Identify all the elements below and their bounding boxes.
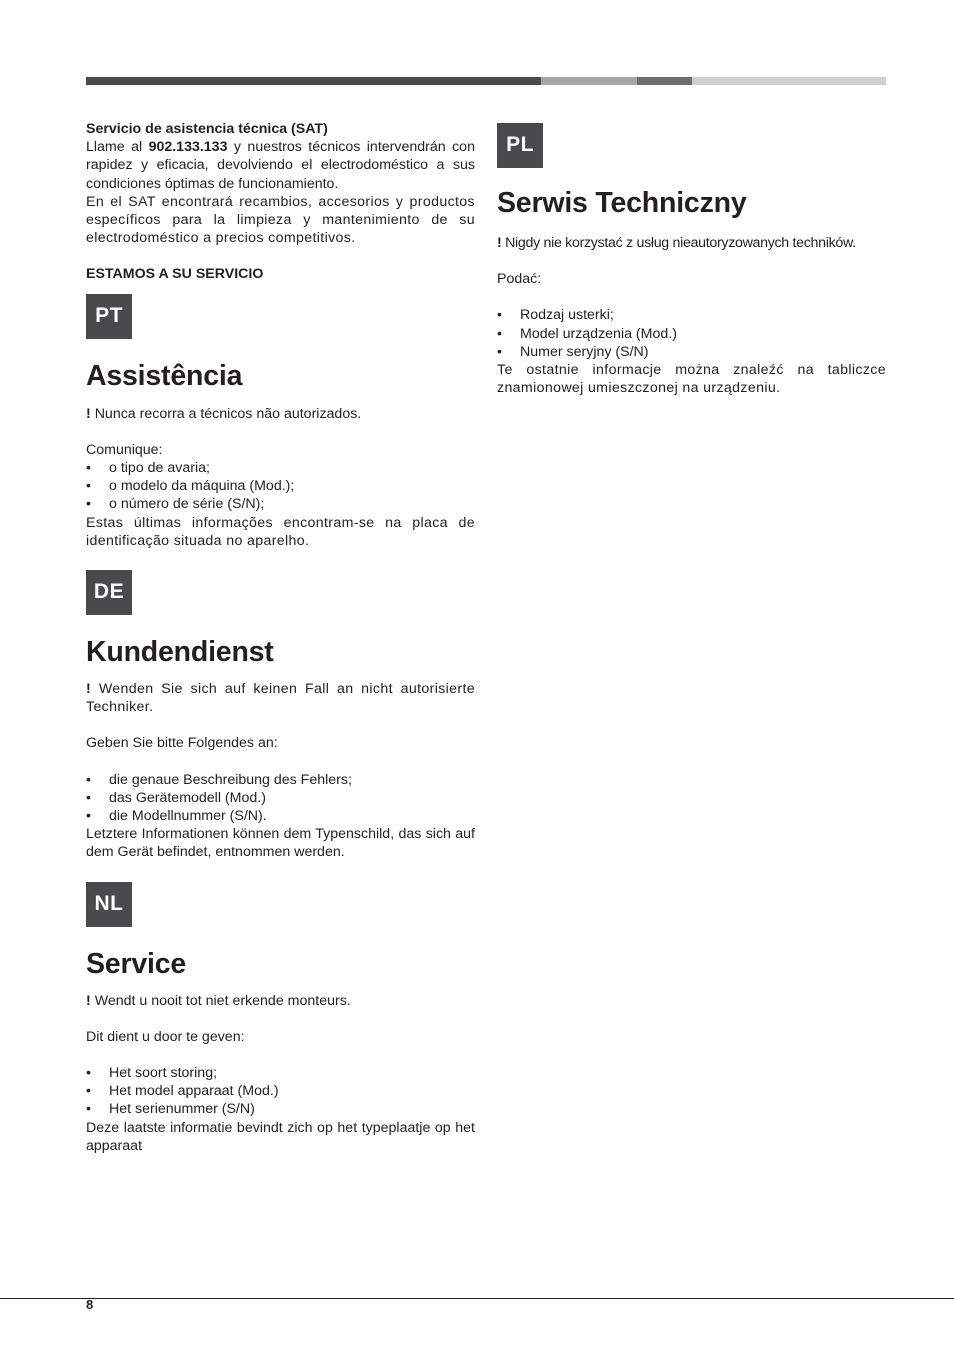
header-bar-segment xyxy=(86,77,541,85)
warning-icon: ! xyxy=(86,405,91,422)
section-pt xyxy=(86,294,475,550)
de-note: Letztere Informationen können dem Typenschild, das sich auf dem Gerät befindet, entnommen werden. xyxy=(86,826,475,861)
language-badge-de: DE xyxy=(86,570,132,615)
pl-note: Te ostatnie informacje można znaleźć na tabliczce znamionowej umieszczonej na urządzeniu. xyxy=(497,362,886,397)
section-nl xyxy=(86,882,475,1155)
page-number: 8 xyxy=(86,1297,94,1312)
list-item: • Rodzaj usterki; xyxy=(497,306,886,324)
de-warning xyxy=(86,680,475,716)
footer-rule xyxy=(0,1298,954,1299)
header-bar-segment xyxy=(637,77,692,85)
es-call-text: y nuestros técnicos intervendrán con rapidez y eficacia, devolviendo el electrodoméstico a sus condiciones óptimas de funcionamiento. xyxy=(86,139,475,192)
de-title: Kundendienst xyxy=(86,636,274,669)
list-item: • die Modellnummer (S/N). xyxy=(86,807,475,825)
list-item: • Model urządzenia (Mod.) xyxy=(497,325,886,343)
list-item: • o tipo de avaria; xyxy=(86,459,475,477)
pl-warning xyxy=(497,234,886,252)
warning-icon: ! xyxy=(86,681,92,698)
nl-list xyxy=(86,1064,475,1119)
pt-note: Estas últimas informações encontram-se na placa de identificação situada no aparelho. xyxy=(86,514,475,549)
es-call-prefix: Llame al xyxy=(86,139,143,156)
es-phone-number: 902.133.133 xyxy=(148,139,228,156)
right-column xyxy=(497,123,886,397)
es-closing: ESTAMOS A SU SERVICIO xyxy=(86,266,264,283)
de-list xyxy=(86,771,475,826)
pl-intro: Podać: xyxy=(497,271,542,288)
language-badge-nl: NL xyxy=(86,882,132,927)
list-item: • Het soort storing; xyxy=(86,1064,475,1082)
de-warning-text: Wenden Sie sich auf keinen Fall an nicht autorisierte Techniker. xyxy=(86,681,475,716)
nl-warning-text: Wendt u nooit tot niet erkende monteurs. xyxy=(94,992,351,1009)
de-intro: Geben Sie bitte Folgendes an: xyxy=(86,735,278,752)
section-de xyxy=(86,570,475,862)
pt-warning-text: Nunca recorra a técnicos não autorizados. xyxy=(94,405,362,422)
section-es xyxy=(86,120,475,284)
list-item: • Numer seryjny (S/N) xyxy=(497,343,886,361)
language-badge-pl: PL xyxy=(497,123,543,168)
list-item: • o modelo da máquina (Mod.); xyxy=(86,477,475,495)
nl-title: Service xyxy=(86,947,187,980)
es-call-paragraph xyxy=(86,138,475,193)
list-item: • Het model apparaat (Mod.) xyxy=(86,1082,475,1100)
warning-icon: ! xyxy=(497,235,502,251)
header-bar-segment xyxy=(692,77,886,85)
warning-icon: ! xyxy=(86,992,91,1009)
header-color-bar xyxy=(86,77,886,85)
header-bar-segment xyxy=(541,77,637,85)
pl-warning-text: Nigdy nie korzystać z usług nieautoryzowanych techników. xyxy=(505,235,856,251)
pt-intro: Comunique: xyxy=(86,441,163,458)
pt-title: Assistência xyxy=(86,359,243,392)
left-column xyxy=(86,120,475,1155)
nl-intro: Dit dient u door te geven: xyxy=(86,1028,245,1045)
language-badge-pt: PT xyxy=(86,294,132,339)
es-paragraph-2: En el SAT encontrará recambios, accesorios y productos específicos para la limpieza y mantenimiento de su electrodoméstico a precios competitivos. xyxy=(86,193,475,247)
list-item: • o número de série (S/N); xyxy=(86,495,475,513)
nl-warning xyxy=(86,992,475,1010)
pl-title: Serwis Techniczny xyxy=(497,187,747,219)
list-item: • das Gerätemodell (Mod.) xyxy=(86,789,475,807)
pl-list xyxy=(497,306,886,361)
pt-list xyxy=(86,459,475,514)
es-heading: Servicio de asistencia técnica (SAT) xyxy=(86,121,328,137)
section-pl xyxy=(497,123,886,397)
list-item: • die genaue Beschreibung des Fehlers; xyxy=(86,771,475,789)
list-item: • Het serienummer (S/N) xyxy=(86,1100,475,1118)
pt-warning xyxy=(86,405,475,423)
nl-note: Deze laatste informatie bevindt zich op het typeplaatje op het apparaat xyxy=(86,1119,475,1154)
